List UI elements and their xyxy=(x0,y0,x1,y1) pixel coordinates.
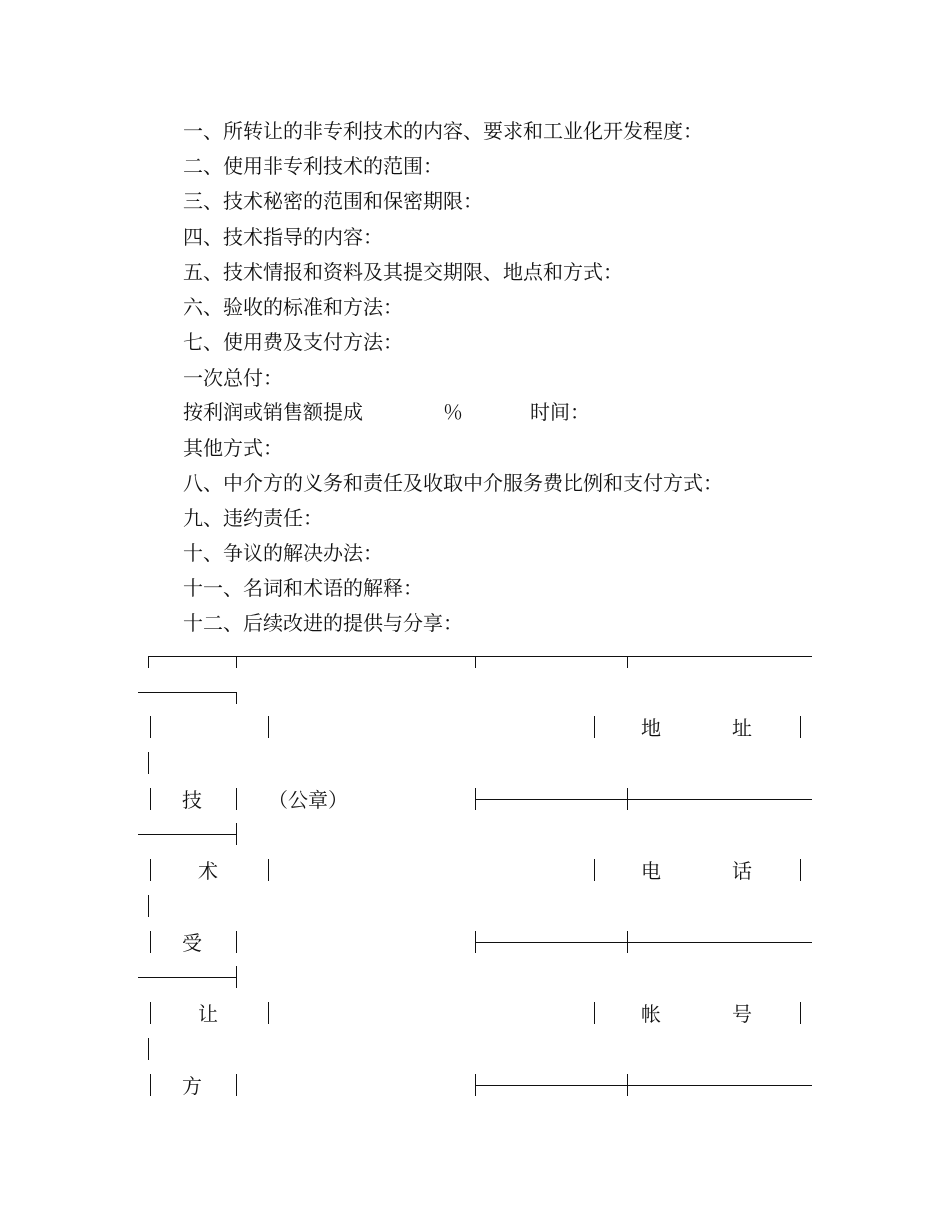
lump-sum-payment: 一次总付： xyxy=(183,366,283,390)
table-bar xyxy=(236,823,237,845)
table-bar xyxy=(236,788,237,810)
table-bar xyxy=(236,931,237,953)
royalty-label: 按利润或销售额提成 xyxy=(183,400,363,424)
table-bar xyxy=(268,1002,269,1024)
party-char-3: 受 xyxy=(182,931,202,955)
percent-sign: ％ xyxy=(443,400,463,424)
table-row-line xyxy=(475,1085,812,1086)
table-bar xyxy=(236,1074,237,1096)
address-label-char-2: 址 xyxy=(732,716,752,740)
table-bar xyxy=(594,716,595,738)
clause-2: 二、使用非专利技术的范围： xyxy=(183,154,443,178)
table-bar xyxy=(800,716,801,738)
table-tick xyxy=(236,692,237,704)
table-wrap-line xyxy=(138,977,237,978)
party-char-4: 让 xyxy=(198,1002,218,1026)
table-bar xyxy=(148,1038,149,1060)
table-bar xyxy=(148,752,149,774)
clause-7: 七、使用费及支付方法： xyxy=(183,330,403,354)
table-tick xyxy=(236,656,237,668)
table-row-line xyxy=(475,942,812,943)
phone-label-char-1: 电 xyxy=(641,859,661,883)
party-char-5: 方 xyxy=(182,1074,202,1098)
clause-8: 八、中介方的义务和责任及收取中介服务费比例和支付方式： xyxy=(183,471,723,495)
account-label-char-1: 帐 xyxy=(641,1002,661,1026)
table-bar xyxy=(150,1074,151,1096)
table-bar xyxy=(150,931,151,953)
table-bar xyxy=(627,1074,628,1096)
table-corner xyxy=(148,656,149,668)
phone-label-char-2: 话 xyxy=(732,859,752,883)
seal-label: （公章） xyxy=(268,788,348,812)
clause-5: 五、技术情报和资料及其提交期限、地点和方式： xyxy=(183,260,623,284)
clause-6: 六、验收的标准和方法： xyxy=(183,295,403,319)
party-char-2: 术 xyxy=(198,859,218,883)
clause-9: 九、违约责任： xyxy=(183,506,323,530)
clause-12: 十二、后续改进的提供与分享： xyxy=(183,611,463,635)
table-bar xyxy=(800,1002,801,1024)
table-tick xyxy=(627,656,628,668)
table-bar xyxy=(236,966,237,988)
table-bar xyxy=(150,788,151,810)
table-bar xyxy=(150,716,151,738)
table-top-border xyxy=(148,656,812,657)
table-bar xyxy=(148,895,149,917)
account-label-char-2: 号 xyxy=(732,1002,752,1026)
clause-3: 三、技术秘密的范围和保密期限： xyxy=(183,189,483,213)
clause-1: 一、所转让的非专利技术的内容、要求和工业化开发程度： xyxy=(183,119,703,143)
clause-10: 十、争议的解决办法： xyxy=(183,541,383,565)
clause-11: 十一、名词和术语的解释： xyxy=(183,576,423,600)
table-tick xyxy=(475,656,476,668)
table-row-line xyxy=(475,799,812,800)
table-bar xyxy=(627,931,628,953)
table-bar xyxy=(150,859,151,881)
table-bar xyxy=(150,1002,151,1024)
table-bar xyxy=(594,1002,595,1024)
time-label: 时间： xyxy=(530,400,590,424)
table-bar xyxy=(268,716,269,738)
address-label-char-1: 地 xyxy=(641,716,661,740)
other-payment: 其他方式： xyxy=(183,436,283,460)
table-wrap-line xyxy=(138,692,237,693)
party-char-1: 技 xyxy=(182,788,202,812)
table-bar xyxy=(594,859,595,881)
clause-4: 四、技术指导的内容： xyxy=(183,225,383,249)
table-bar xyxy=(627,788,628,810)
table-bar xyxy=(800,859,801,881)
table-wrap-line xyxy=(138,834,237,835)
table-bar xyxy=(268,859,269,881)
